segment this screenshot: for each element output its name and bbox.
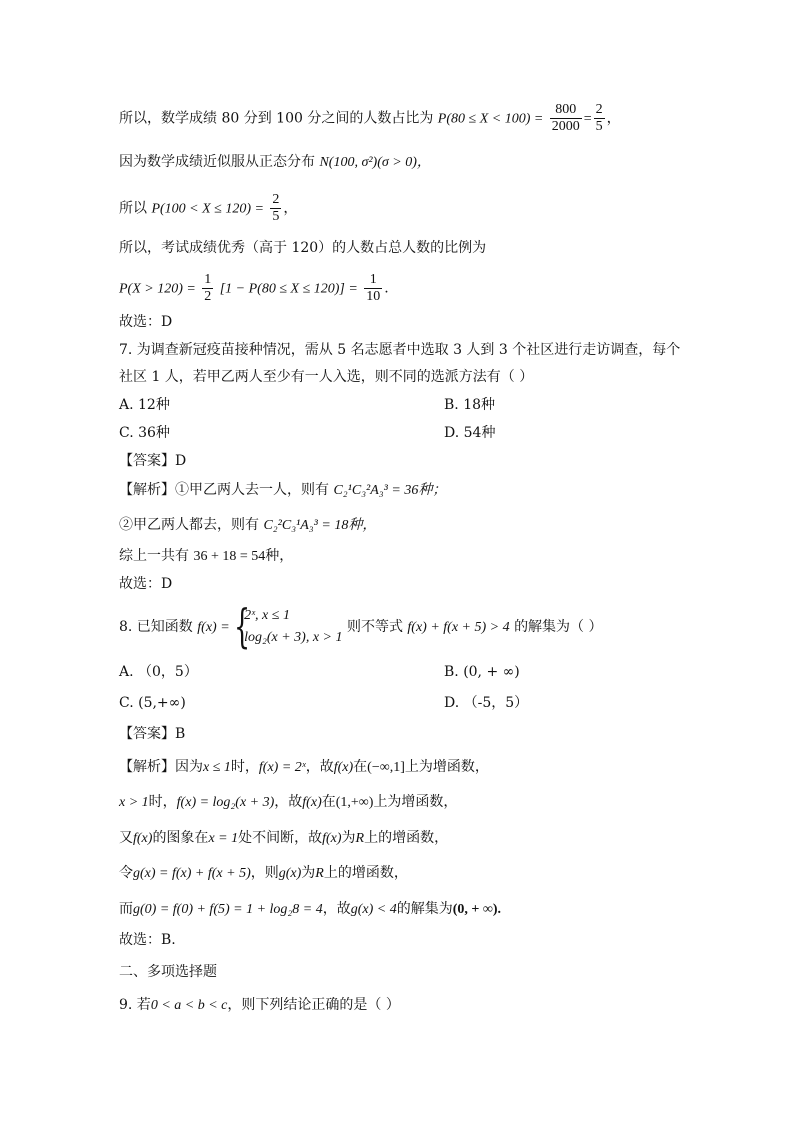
fraction: $\frac{2}{5}$	[595, 102, 603, 134]
line-proportion-80-100: 所以，数学成绩 80 分到 100 分之间的人数占比为 P(80 ≤ X < 100) = $\frac{800}{2000}$ = $\frac{2}{5}$ ，	[119, 102, 621, 134]
section-multiple-choice-heading: 二、多项选择题	[119, 964, 217, 980]
fraction: $\frac{1}{2}$	[204, 272, 212, 304]
q8-choose: 故选：B.	[119, 932, 176, 948]
q8-analysis-4: 令g(x) = f(x) + f(x + 5)，则g(x)为R上的增函数，	[119, 865, 408, 881]
line-choose-d-q6: 故选：D	[119, 314, 173, 330]
fraction: $\frac{800}{2000}$	[551, 102, 580, 134]
q8-analysis-2: x > 1时，f(x) = log₂(x + 3)，故f(x)在(1,+∞)上为增函数，	[119, 794, 458, 810]
line-prob-above-120: P(X > 120) = $\frac{1}{2}$ [1 − P(80 ≤ X ≤ 120)] = $\frac{1}{10}$ .	[119, 272, 389, 304]
piecewise-function: { 2ˣ, x ≤ 1 log₂(x + 3), x > 1	[234, 599, 343, 653]
q7-option-b: B. 18种	[444, 397, 496, 413]
q8-option-a: A. （0，5）	[119, 664, 198, 680]
q7-option-c: C. 36种	[119, 425, 170, 441]
line-normal-distribution: 因为数学成绩近似服从正态分布 N(100, σ²)(σ > 0)，	[119, 154, 431, 170]
q8-analysis-5: 而g(0) = f(0) + f(5) = 1 + log₂8 = 4，故g(x) < 4的解集为(0, + ∞).	[119, 901, 502, 917]
q7-analysis-2: ②甲乙两人都去，则有 C₂²C₃¹A₃³ = 18种，	[119, 517, 377, 533]
fraction: $\frac{2}{5}$	[272, 192, 280, 224]
left-brace: {	[234, 599, 251, 653]
q7-answer: 【答案】D	[119, 453, 187, 469]
q7-option-d: D. 54种	[444, 425, 496, 441]
q7-choose: 故选：D	[119, 576, 173, 592]
q8-option-b: B. (0, + ∞)	[444, 664, 520, 680]
line-excellent-ratio: 所以，考试成绩优秀（高于 120）的人数占总人数的比例为	[119, 240, 487, 256]
q7-analysis-3: 综上一共有 36 + 18 = 54种，	[119, 548, 294, 564]
q8-analysis-1: 【解析】因为x ≤ 1时，f(x) = 2ˣ，故f(x)在(−∞,1]上为增函数，	[119, 759, 489, 775]
question-7-line2: 社区 1 人，若甲乙两人至少有一人入选，则不同的选派方法有（ ）	[119, 369, 534, 385]
question-7-line1: 7. 为调查新冠疫苗接种情况，需从 5 名志愿者中选取 3 人到 3 个社区进行走访调查，每个	[119, 342, 681, 358]
q8-analysis-3: 又f(x)的图象在x = 1处不间断，故f(x)为R上的增函数，	[119, 830, 449, 846]
question-9: 9. 若0 < a < b < c，则下列结论正确的是（ ）	[119, 997, 400, 1013]
q8-option-c: C. (5,+∞)	[119, 695, 186, 711]
q8-option-d: D. （-5，5）	[444, 695, 529, 711]
line-prob-100-120: 所以 P(100 < X ≤ 120) = $\frac{2}{5}$ ，	[119, 192, 298, 224]
question-8: 8. 已知函数 f(x) = { 2ˣ, x ≤ 1 log₂(x + 3), x > 1 则不等式 f(x) + f(x + 5) > 4 的解集为（ ）	[119, 599, 603, 653]
q7-option-a: A. 12种	[119, 397, 170, 413]
fraction: $\frac{1}{10}$	[366, 272, 381, 304]
q8-answer: 【答案】B	[119, 726, 186, 742]
q7-analysis-1: 【解析】①甲乙两人去一人，则有 C₂¹C₃²A₃³ = 36种；	[119, 482, 447, 498]
